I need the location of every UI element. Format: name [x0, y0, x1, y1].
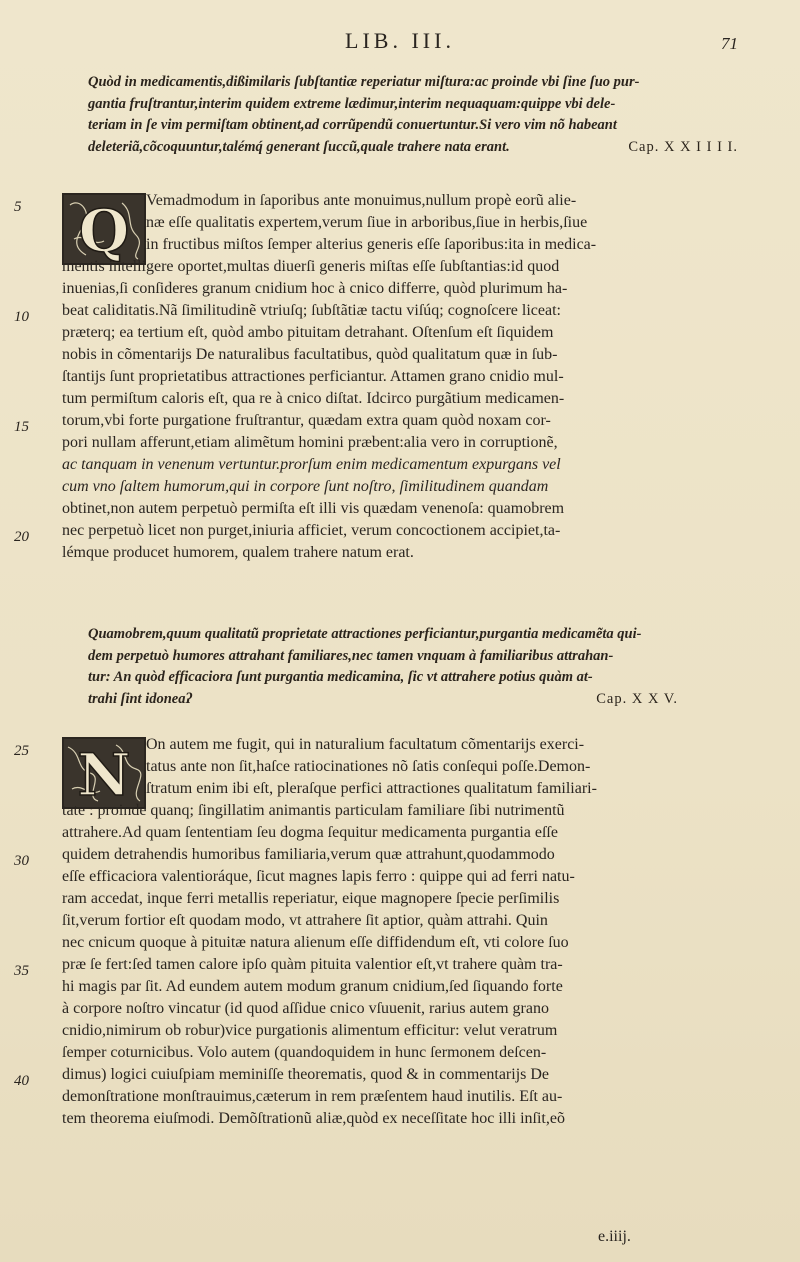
text-line: ac tanquam in venenum vertuntur.prorſum enim medicamentum expurgans vel — [62, 456, 561, 473]
text-line: nec perpetuò licet non purget,iniuria afficiet, verum concoctionem accipiet,ta- — [62, 522, 561, 539]
text-line: beat caliditatis.Nã ſimilitudinẽ vtriuſq; ſubſtãtiæ tactu viſúq; cognoſcere liceat: — [62, 302, 561, 319]
text-line: nobis in cõmentarijs De naturalibus facultatibus, quòd qualitatum quæ in ſub- — [62, 346, 558, 363]
chapter-number: Cap. X X V. — [596, 690, 678, 707]
text-line: præterq; ea tertium eſt, quòd ambo pituitam detrahant. Oſtenſum eſt ſiquidem — [62, 324, 554, 341]
text-line: attrahere.Ad quam ſententiam ſeu dogma ſequitur medicamenta purgantia eſſe — [62, 824, 558, 841]
text-line: mentis intelligere oportet,multas diuerſi generis miſtas eſſe ſubſtantias:id quod — [62, 258, 560, 275]
text-line: On autem me fugit, qui in naturalium facultatum cõmentarijs exerci- — [146, 736, 585, 753]
text-line: ram accedat, inque ferri metallis reperiatur, eique magnopere ſpecie perſimilis — [62, 890, 560, 907]
line-number: 15 — [14, 419, 29, 435]
text-line: næ eſſe qualitatis expertem,verum ſiue in arboribus,ſiue in herbis,ſiue — [146, 214, 588, 231]
rubric-line: gantia fruſtrantur,interim quidem extreme lædimur,interim nequaquam:quippe vbi dele- — [88, 95, 616, 112]
text-line: obtinet,non autem perpetuò permiſta eſt illi vis quædam venenoſa: quamobrem — [62, 500, 565, 517]
rubric-line: teriam in ſe vim permiſtam obtinent,ad corrũpendũ conuertuntur.Si vero vim nõ habeant — [88, 117, 617, 133]
chapter-body — [62, 734, 738, 1130]
rubric-text: trahi ſint idoneaʔ — [88, 690, 192, 707]
line-number: 30 — [14, 853, 29, 869]
line-number: 40 — [14, 1073, 29, 1089]
text-line: pori nullam afferunt,etiam alimẽtum homini præbent:alia vero in corruptionẽ, — [62, 434, 558, 451]
text-line: cum vno ſaltem humorum,qui in corpore ſunt noſtro, ſimilitudinem quandam — [62, 478, 549, 495]
line-number: 20 — [14, 529, 29, 545]
svg-text:N: N — [77, 741, 131, 807]
catchword: e.iiij. — [598, 1228, 631, 1245]
text-line: ſtantijs ſunt proprietatibus attractiones perficiantur. Attamen grano cnidio mul- — [62, 368, 564, 385]
text-line: præ ſe fert:ſed tamen calore ipſo quàm pituita valentior eſt,vt trahere quàm tra- — [62, 956, 563, 973]
text-line: ſtratum enim ibi eſt, pleraſque perfici attractiones qualitatum familiari- — [146, 780, 597, 797]
text-line: à corpore noſtro vincatur (id quod aſſidue cnico vſuuenit, rarius autem grano — [62, 1000, 549, 1017]
line-number: 10 — [14, 309, 29, 325]
text-line: tum permiſtum caloris eſt, qua re à cnico diſtat. Idcirco purgãtium medicamen- — [62, 390, 565, 407]
text-line: ſit,verum fortior eſt quodam modo, vt attrahere ſit aptior, quàm attrahi. Quin — [62, 912, 548, 929]
rubric-line: dem perpetuò humores attrahant familiares,nec tamen vnquam à familiaribus attrahan- — [88, 647, 614, 664]
text-line: Vemadmodum in ſaporibus ante monuimus,nullum propè eorũ alie- — [146, 192, 577, 209]
text-line: inuenias,ſi conſideres granum cnidium hoc à cnico differre, quòd plurimum ha- — [62, 280, 568, 297]
text-line: quidem detrahendis humoribus familiaria,verum quæ attrahunt,quodammodo — [62, 846, 555, 863]
text-line: tate : proinde quanq; ſingillatim animantis particulam familiare ſibi nutrimentũ — [62, 802, 565, 819]
page-number: 71 — [721, 34, 738, 53]
text-line: ſemper coturnicibus. Volo autem (quandoquidem in hunc ſermonem deſcen- — [62, 1044, 547, 1061]
rubric-line: Quòd in medicamentis,dißimilaris ſubſtantiæ reperiatur miſtura:ac proinde vbi ſine ſuo pur- — [88, 74, 640, 90]
line-number: 25 — [14, 743, 29, 759]
text-line: nec cnicum quoque à pituitæ natura alienum eſſe diffidendum eſt, vti colore ſuo — [62, 934, 569, 951]
text-line: hi magis par ſit. Ad eundem autem modum granum cnidium,ſed ſiquando forte — [62, 978, 563, 995]
text-line: in fructibus miſtos ſemper alterius generis eſſe ſaporibus:ita in medica- — [146, 236, 597, 253]
chapter-body — [62, 190, 738, 564]
chapter-rubric — [88, 72, 738, 158]
rubric-line — [88, 137, 738, 159]
chapter-rubric — [88, 624, 738, 710]
running-head: LIB. III. — [345, 28, 455, 53]
rubric-line — [88, 689, 738, 711]
chapter-number: Cap. X X I I I I. — [628, 138, 738, 155]
rubric-line: Quamobrem,quum qualitatũ proprietate attractiones perficiantur,purgantia medicamẽta qui- — [88, 626, 642, 642]
text-line: tem theorema eiuſmodi. Demõſtrationũ aliæ,quòd ex neceſſitate hoc illi inſit,eõ — [62, 1110, 565, 1127]
text-line: torum,vbi forte purgatione fruſtrantur, quædam extra quam quòd noxam cor- — [62, 412, 551, 429]
text-line: demonſtratione monſtrauimus,cæterum in rem præſentem haud inutilis. Eſt au- — [62, 1088, 563, 1105]
rubric-line: tur: An quòd efficaciora ſunt purgantia medicamina, ſic vt attrahere potius quàm at- — [88, 669, 593, 685]
line-number: 35 — [14, 963, 29, 979]
page-header — [0, 20, 800, 60]
text-line: eſſe efficaciora valentioráque, ſicut magnes lapis ferro : quippe qui ad ferri natu- — [62, 868, 575, 885]
text-line: lémque producet humorem, qualem trahere natum erat. — [62, 544, 414, 561]
text-line: tatus ante non ſit,haſce ratiocinationes nõ ſatis conſequi poſſe.Demon- — [146, 758, 591, 775]
line-number: 5 — [14, 199, 22, 215]
text-line: cnidio,nimirum ob robur)vice purgationis alimentum efficitur: velut veratrum — [62, 1022, 558, 1039]
text-line: dimus) logici cuiuſpiam meminiſſe theorematis, quod & in commentarijs De — [62, 1066, 550, 1083]
rubric-text: deleteriã,cõcoquuntur,talémq́ generant ſuccũ,quale trahere nata erant. — [88, 138, 510, 155]
svg-text:Q: Q — [78, 197, 130, 263]
